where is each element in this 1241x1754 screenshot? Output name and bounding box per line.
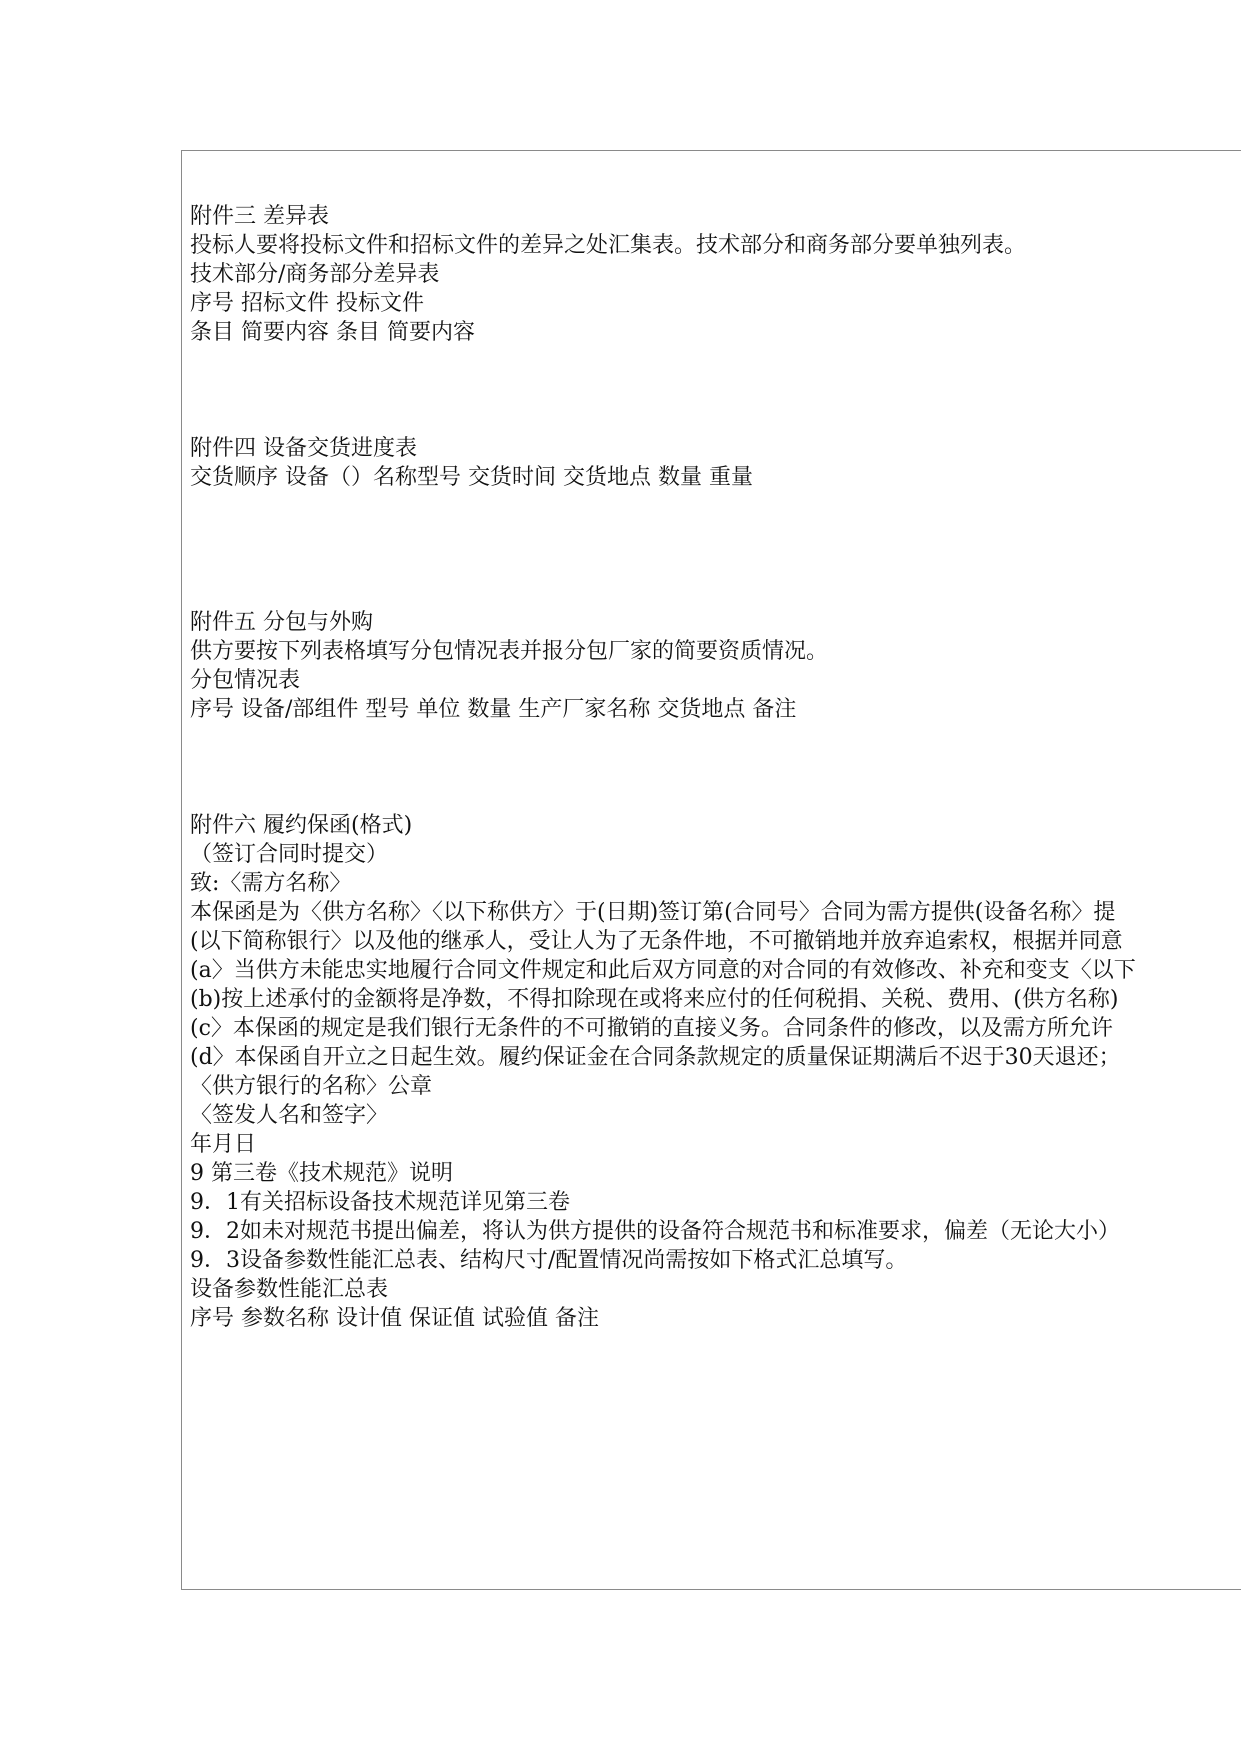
guarantee-clause-c: (c〉本保函的规定是我们银行无条件的不可撤销的直接义务。合同条件的修改，以及需方所允许 [190,1016,1113,1041]
appendix-4-heading: 附件四 设备交货进度表 [190,436,417,461]
appendix-3-instruction: 投标人要将投标文件和招标文件的差异之处汇集表。技术部分和商务部分要单独列表。 [190,233,1027,258]
section-9-1: 9．1有关招标设备技术规范详见第三卷 [190,1190,570,1215]
subcontract-table-title: 分包情况表 [190,668,301,693]
section-9-2: 9．2如未对规范书提出偏差，将认为供方提供的设备符合规范书和标准要求，偏差（无论大小） [190,1219,1120,1244]
guarantee-paragraph-1: 本保函是为〈供方名称〉〈以下称供方〉于(日期)签订第(合同号〉合同为需方提供(设备名称〉提 [190,900,1116,925]
guarantee-clause-b: (b)按上述承付的金额将是净数，不得扣除现在或将来应付的任何税捐、关税、费用、(供方名称) [190,987,1119,1012]
guarantee-clause-a: (a〉当供方未能忠实地履行合同文件规定和此后双方同意的对合同的有效修改、补充和变支〈以下 [190,958,1136,983]
difference-table-header-1: 序号 招标文件 投标文件 [190,291,424,316]
parameter-table-title: 设备参数性能汇总表 [190,1277,389,1302]
guarantee-paragraph-2: (以下简称银行〉以及他的继承人，受让人为了无条件地，不可撤销地并放弃追索权，根据并同意 [190,929,1123,954]
appendix-6-heading: 附件六 履约保函(格式) [190,813,413,838]
section-9-heading: 9 第三卷《技术规范》说明 [190,1161,453,1186]
delivery-table-header: 交货顺序 设备（）名称型号 交货时间 交货地点 数量 重量 [190,465,753,490]
document-frame [181,150,1241,1590]
appendix-5-instruction: 供方要按下列表格填写分包情况表并报分包厂家的简要资质情况。 [190,639,829,664]
appendix-3-heading: 附件三 差异表 [190,204,329,229]
appendix-5-heading: 附件五 分包与外购 [190,610,373,635]
section-9-3: 9．3设备参数性能汇总表、结构尺寸/配置情况尚需按如下格式汇总填写。 [190,1248,908,1273]
date-line: 年月日 [190,1132,257,1157]
appendix-6-note: （签订合同时提交） [190,842,389,867]
bank-seal-line: 〈供方银行的名称〉公章 [190,1074,433,1099]
difference-table-title: 技术部分/商务部分差异表 [190,262,440,287]
parameter-table-header: 序号 参数名称 设计值 保证值 试验值 备注 [190,1306,599,1331]
difference-table-header-2: 条目 简要内容 条目 简要内容 [190,320,475,345]
subcontract-table-header: 序号 设备/部组件 型号 单位 数量 生产厂家名称 交货地点 备注 [190,697,797,722]
signer-line: 〈签发人名和签字〉 [190,1103,389,1128]
guarantee-clause-d: (d〉本保函自开立之日起生效。履约保证金在合同条款规定的质量保证期满后不迟于30天退还； [190,1045,1121,1070]
guarantee-addressee: 致:〈需方名称〉 [190,871,352,896]
